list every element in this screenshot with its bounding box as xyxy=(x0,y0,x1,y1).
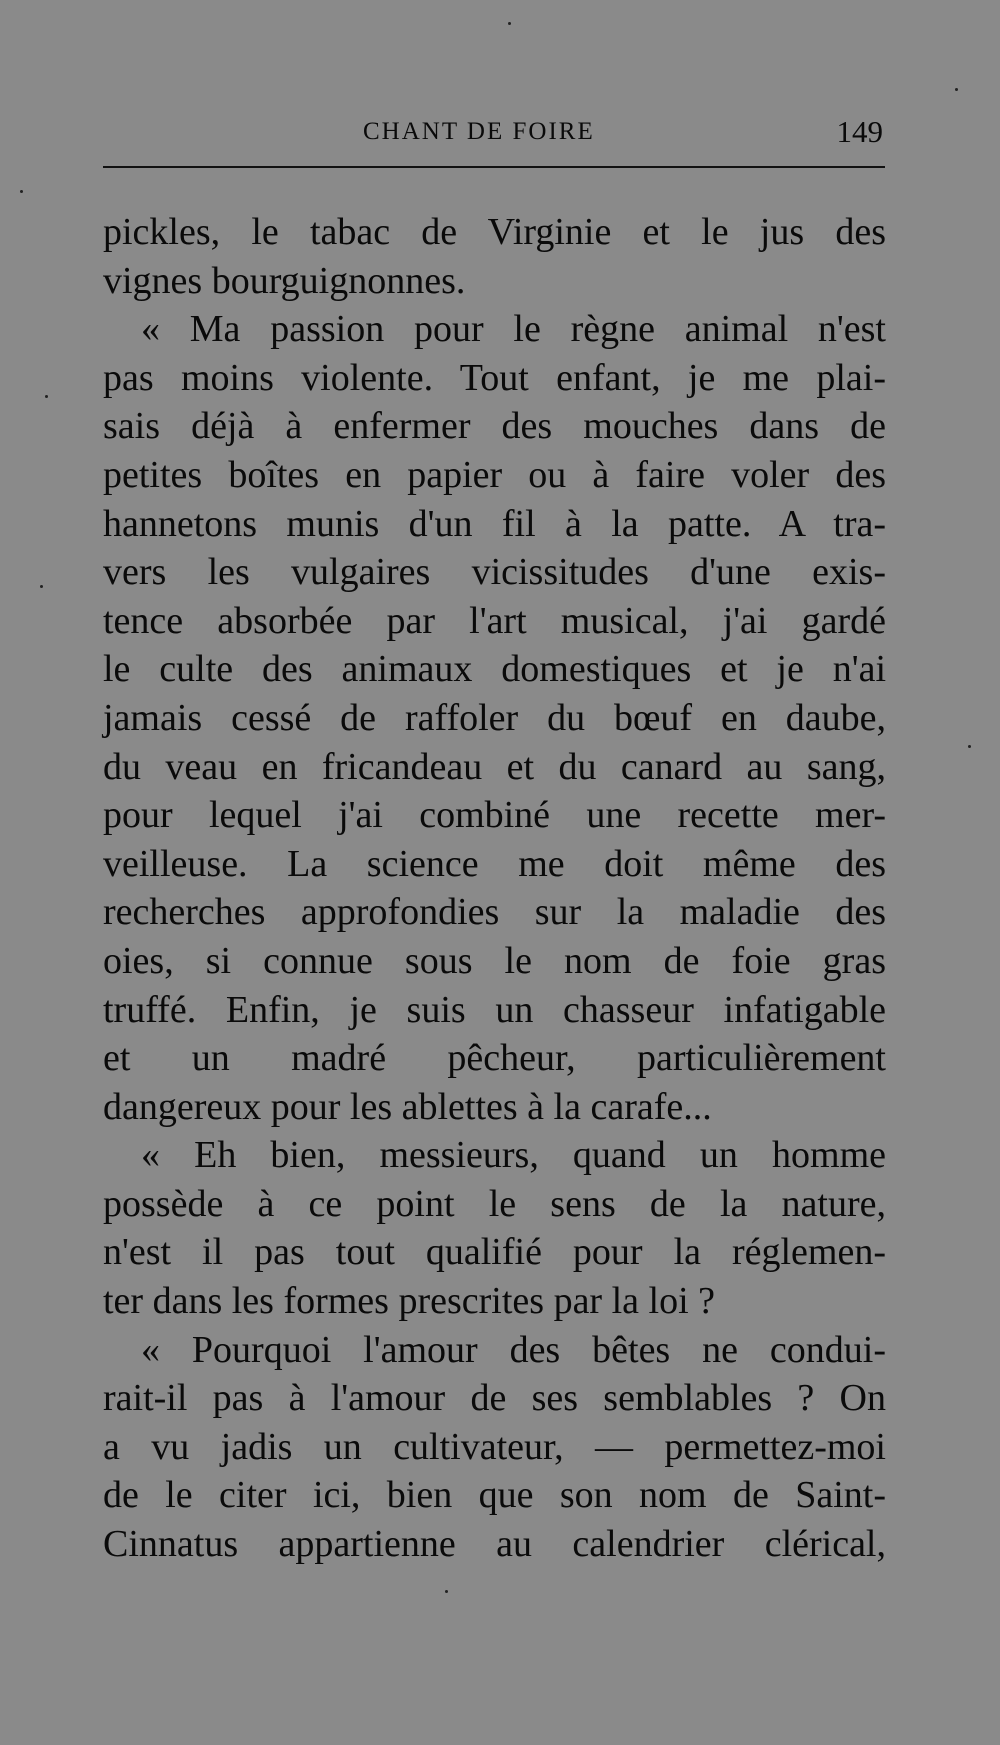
page-header xyxy=(103,114,883,154)
text-line: jamais cessé de raffoler du bœuf en daube, xyxy=(103,696,886,739)
running-title: CHANT DE FOIRE xyxy=(363,118,595,145)
text-line: pas moins violente. Tout enfant, je me plai- xyxy=(103,356,886,399)
page-number: 149 xyxy=(836,114,883,149)
text-line: Cinnatus appartienne au calendrier clérical, xyxy=(103,1523,886,1566)
text-line: pour lequel j'ai combiné une recette mer- xyxy=(103,794,886,837)
print-speck xyxy=(40,585,43,588)
text-line: possède à ce point le sens de la nature, xyxy=(103,1182,886,1225)
text-line: tence absorbée par l'art musical, j'ai gardé xyxy=(103,599,886,642)
text-line: « Ma passion pour le règne animal n'est xyxy=(141,308,886,351)
text-line: a vu jadis un cultivateur, — permettez-moi xyxy=(103,1425,886,1468)
text-line: oies, si connue sous le nom de foie gras xyxy=(103,939,886,982)
print-speck xyxy=(508,22,511,25)
text-line: de le citer ici, bien que son nom de Saint- xyxy=(103,1474,886,1517)
text-line: rait-il pas à l'amour de ses semblables ? On xyxy=(103,1377,886,1420)
text-line: dangereux pour les ablettes à la carafe... xyxy=(103,1085,712,1128)
header-rule xyxy=(103,166,885,168)
text-line: vignes bourguignonnes. xyxy=(103,259,466,302)
print-speck xyxy=(45,395,48,398)
text-line: vers les vulgaires vicissitudes d'une exis- xyxy=(103,551,886,594)
text-line: ter dans les formes prescrites par la loi ? xyxy=(103,1280,715,1323)
text-line: « Eh bien, messieurs, quand un homme xyxy=(141,1134,886,1177)
print-speck xyxy=(20,190,23,193)
text-line: et un madré pêcheur, particulièrement xyxy=(103,1037,886,1080)
body-text xyxy=(103,208,886,1569)
print-speck xyxy=(968,745,971,748)
text-line: sais déjà à enfermer des mouches dans de xyxy=(103,405,886,448)
text-line: hannetons munis d'un fil à la patte. A tra- xyxy=(103,502,886,545)
text-line: veilleuse. La science me doit même des xyxy=(103,842,886,885)
print-speck xyxy=(445,1590,448,1593)
text-line: recherches approfondies sur la maladie des xyxy=(103,891,886,934)
text-line: le culte des animaux domestiques et je n'ai xyxy=(103,648,886,691)
text-line: truffé. Enfin, je suis un chasseur infatigable xyxy=(103,988,886,1031)
print-speck xyxy=(955,88,958,91)
text-line: petites boîtes en papier ou à faire voler des xyxy=(103,453,886,496)
text-line: n'est il pas tout qualifié pour la réglemen- xyxy=(103,1231,886,1274)
text-line: pickles, le tabac de Virginie et le jus des xyxy=(103,211,886,253)
text-line: du veau en fricandeau et du canard au sang, xyxy=(103,745,886,788)
text-line: « Pourquoi l'amour des bêtes ne condui- xyxy=(141,1328,886,1371)
